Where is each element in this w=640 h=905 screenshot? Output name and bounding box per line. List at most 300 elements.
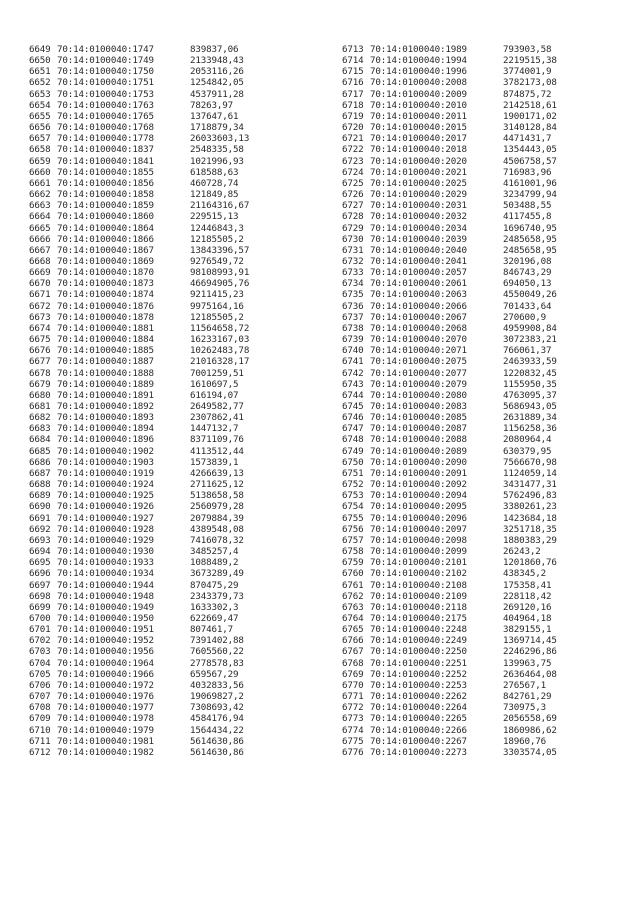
table-row [29, 490, 300, 501]
cadastral-value: 3140128,84 [503, 122, 557, 134]
row-number: 6662 [29, 189, 51, 201]
table-row [29, 390, 300, 401]
row-number: 6741 [342, 356, 364, 368]
cadastral-number: 70:14:0100040:1950 [57, 612, 154, 624]
cadastral-value: 5686943,05 [503, 401, 557, 412]
cadastral-number: 70:14:0100040:1884 [57, 334, 154, 346]
table-row [342, 55, 613, 66]
cadastral-value: 1220832,45 [503, 367, 557, 379]
cadastral-number: 70:14:0100040:2080 [370, 389, 467, 401]
cadastral-number: 70:14:0100040:2249 [370, 635, 467, 647]
cadastral-number: 70:14:0100040:2265 [370, 713, 467, 725]
row-number: 6776 [342, 746, 364, 758]
row-number: 6729 [342, 222, 364, 234]
cadastral-number: 70:14:0100040:1887 [57, 356, 154, 368]
table-row [342, 546, 613, 557]
row-number: 6763 [342, 601, 364, 613]
table-row [342, 356, 613, 367]
table-row [29, 513, 300, 524]
cadastral-value: 1155950,35 [503, 378, 557, 390]
row-number: 6684 [29, 434, 51, 446]
table-row [342, 44, 613, 55]
cadastral-value: 2485658,95 [503, 233, 557, 245]
table-row [342, 747, 613, 758]
row-number: 6682 [29, 412, 51, 424]
cadastral-number: 70:14:0100040:2021 [370, 166, 467, 178]
cadastral-value: 438345,2 [503, 568, 547, 580]
row-number: 6718 [342, 99, 364, 111]
row-number: 6656 [29, 122, 51, 134]
cadastral-number: 70:14:0100040:1749 [57, 55, 154, 67]
table-row [29, 602, 300, 613]
table-row [29, 624, 300, 635]
cadastral-value: 19069827,2 [190, 691, 244, 703]
row-number: 6703 [29, 646, 51, 658]
row-number: 6736 [342, 300, 364, 312]
cadastral-number: 70:14:0100040:1925 [57, 490, 154, 502]
table-row [29, 167, 300, 178]
row-number: 6750 [342, 456, 364, 468]
cadastral-value: 1423684,18 [503, 512, 557, 524]
row-number: 6737 [342, 311, 364, 323]
cadastral-number: 70:14:0100040:2251 [370, 657, 467, 669]
table-row [29, 89, 300, 100]
table-row [29, 178, 300, 189]
cadastral-number: 70:14:0100040:2066 [370, 300, 467, 312]
cadastral-value: 276567,1 [503, 679, 547, 691]
table-row [29, 446, 300, 457]
row-number: 6675 [29, 334, 51, 346]
row-number: 6725 [342, 177, 364, 189]
cadastral-number: 70:14:0100040:2099 [370, 546, 467, 558]
cadastral-value: 1633302,3 [190, 601, 239, 613]
table-row [342, 524, 613, 535]
row-number: 6696 [29, 568, 51, 580]
row-number: 6688 [29, 479, 51, 491]
table-row [29, 66, 300, 77]
cadastral-number: 70:14:0100040:2108 [370, 579, 467, 591]
cadastral-number: 70:14:0100040:1927 [57, 512, 154, 524]
cadastral-number: 70:14:0100040:2262 [370, 691, 467, 703]
row-number: 6651 [29, 66, 51, 78]
row-number: 6713 [342, 44, 364, 55]
cadastral-number: 70:14:0100040:1919 [57, 467, 154, 479]
cadastral-number: 70:14:0100040:1972 [57, 679, 154, 691]
row-number: 6711 [29, 735, 51, 747]
table-row [342, 412, 613, 423]
cadastral-number: 70:14:0100040:2273 [370, 746, 467, 758]
row-number: 6649 [29, 44, 51, 55]
row-number: 6681 [29, 401, 51, 412]
row-number: 6719 [342, 110, 364, 122]
table-row [342, 535, 613, 546]
table-row [29, 412, 300, 423]
row-number: 6770 [342, 679, 364, 691]
row-number: 6683 [29, 423, 51, 435]
cadastral-value: 4537911,28 [190, 88, 244, 100]
cadastral-value: 3234799,94 [503, 189, 557, 201]
cadastral-number: 70:14:0100040:1837 [57, 144, 154, 156]
cadastral-number: 70:14:0100040:1751 [57, 77, 154, 89]
row-number: 6659 [29, 155, 51, 167]
table-row [342, 457, 613, 468]
table-row [29, 122, 300, 133]
row-number: 6716 [342, 77, 364, 89]
table-row [29, 223, 300, 234]
cadastral-value: 4584176,94 [190, 713, 244, 725]
cadastral-value: 2649582,77 [190, 401, 244, 412]
cadastral-number: 70:14:0100040:2070 [370, 334, 467, 346]
table-row [29, 156, 300, 167]
table-row [342, 278, 613, 289]
row-number: 6724 [342, 166, 364, 178]
row-number: 6764 [342, 612, 364, 624]
row-number: 6702 [29, 635, 51, 647]
table-row [342, 702, 613, 713]
row-number: 6661 [29, 177, 51, 189]
cadastral-value: 1354443,05 [503, 144, 557, 156]
table-row [29, 434, 300, 445]
cadastral-number: 70:14:0100040:1870 [57, 267, 154, 279]
row-number: 6707 [29, 691, 51, 703]
cadastral-value: 13843396,57 [190, 244, 250, 256]
row-number: 6690 [29, 501, 51, 513]
cadastral-value: 2079884,39 [190, 512, 244, 524]
row-number: 6760 [342, 568, 364, 580]
table-row [29, 725, 300, 736]
row-number: 6745 [342, 401, 364, 412]
table-row [29, 658, 300, 669]
cadastral-value: 9975164,16 [190, 300, 244, 312]
cadastral-value: 874875,72 [503, 88, 552, 100]
cadastral-number: 70:14:0100040:2032 [370, 211, 467, 223]
cadastral-number: 70:14:0100040:2031 [370, 200, 467, 212]
row-number: 6772 [342, 702, 364, 714]
row-number: 6734 [342, 278, 364, 290]
cadastral-number: 70:14:0100040:1867 [57, 244, 154, 256]
cadastral-number: 70:14:0100040:1966 [57, 668, 154, 680]
cadastral-value: 1900171,02 [503, 110, 557, 122]
row-number: 6666 [29, 233, 51, 245]
table-row [342, 501, 613, 512]
cadastral-number: 70:14:0100040:2094 [370, 490, 467, 502]
cadastral-number: 70:14:0100040:2068 [370, 322, 467, 334]
table-row [342, 345, 613, 356]
table-row [29, 133, 300, 144]
cadastral-value: 1021996,93 [190, 155, 244, 167]
cadastral-value: 1156258,36 [503, 423, 557, 435]
row-number: 6655 [29, 110, 51, 122]
cadastral-number: 70:14:0100040:1964 [57, 657, 154, 669]
table-row [342, 557, 613, 568]
cadastral-number: 70:14:0100040:2267 [370, 735, 467, 747]
row-number: 6678 [29, 367, 51, 379]
cadastral-value: 793903,58 [503, 44, 552, 55]
row-number: 6677 [29, 356, 51, 368]
cadastral-number: 70:14:0100040:1869 [57, 255, 154, 267]
cadastral-value: 229515,13 [190, 211, 239, 223]
table-row [342, 390, 613, 401]
row-number: 6747 [342, 423, 364, 435]
cadastral-value: 2219515,38 [503, 55, 557, 67]
table-row [29, 591, 300, 602]
cadastral-number: 70:14:0100040:2039 [370, 233, 467, 245]
cadastral-value: 46694905,76 [190, 278, 250, 290]
table-row [342, 591, 613, 602]
cadastral-number: 70:14:0100040:2266 [370, 724, 467, 736]
cadastral-value: 3251718,35 [503, 523, 557, 535]
cadastral-number: 70:14:0100040:2061 [370, 278, 467, 290]
table-row [29, 245, 300, 256]
row-number: 6705 [29, 668, 51, 680]
table-row [342, 490, 613, 501]
table-row [29, 211, 300, 222]
cadastral-number: 70:14:0100040:2252 [370, 668, 467, 680]
cadastral-number: 70:14:0100040:2017 [370, 133, 467, 145]
cadastral-number: 70:14:0100040:2088 [370, 434, 467, 446]
row-number: 6740 [342, 345, 364, 357]
table-row [29, 468, 300, 479]
cadastral-number: 70:14:0100040:1859 [57, 200, 154, 212]
row-number: 6766 [342, 635, 364, 647]
row-number: 6746 [342, 412, 364, 424]
table-row [29, 323, 300, 334]
cadastral-number: 70:14:0100040:2092 [370, 479, 467, 491]
cadastral-number: 70:14:0100040:1996 [370, 66, 467, 78]
cadastral-number: 70:14:0100040:2018 [370, 144, 467, 156]
cadastral-value: 839837,06 [190, 44, 239, 55]
row-number: 6695 [29, 557, 51, 569]
row-number: 6722 [342, 144, 364, 156]
cadastral-number: 70:14:0100040:2015 [370, 122, 467, 134]
cadastral-value: 121849,85 [190, 189, 239, 201]
table-row [29, 613, 300, 624]
table-row [342, 401, 613, 412]
cadastral-value: 1564434,22 [190, 724, 244, 736]
cadastral-number: 70:14:0100040:1956 [57, 646, 154, 658]
row-number: 6739 [342, 334, 364, 346]
cadastral-value: 3303574,05 [503, 746, 557, 758]
table-row [342, 379, 613, 390]
cadastral-value: 7566670,98 [503, 456, 557, 468]
cadastral-number: 70:14:0100040:2034 [370, 222, 467, 234]
row-number: 6767 [342, 646, 364, 658]
cadastral-number: 70:14:0100040:1874 [57, 289, 154, 301]
cadastral-value: 1447132,7 [190, 423, 239, 435]
cadastral-number: 70:14:0100040:1878 [57, 311, 154, 323]
table-row [29, 401, 300, 412]
cadastral-number: 70:14:0100040:1979 [57, 724, 154, 736]
cadastral-value: 8371109,76 [190, 434, 244, 446]
table-row [29, 256, 300, 267]
cadastral-value: 26033603,13 [190, 133, 250, 145]
cadastral-value: 4550049,26 [503, 289, 557, 301]
row-number: 6693 [29, 534, 51, 546]
table-row [342, 77, 613, 88]
table-row [342, 234, 613, 245]
row-number: 6758 [342, 546, 364, 558]
cadastral-value: 10262483,78 [190, 345, 250, 357]
cadastral-value: 5138658,58 [190, 490, 244, 502]
cadastral-number: 70:14:0100040:2071 [370, 345, 467, 357]
cadastral-value: 630379,95 [503, 445, 552, 457]
cadastral-value: 11564658,72 [190, 322, 250, 334]
cadastral-value: 2485658,95 [503, 244, 557, 256]
table-row [29, 580, 300, 591]
row-number: 6672 [29, 300, 51, 312]
cadastral-number: 70:14:0100040:2008 [370, 77, 467, 89]
cadastral-value: 5762496,83 [503, 490, 557, 502]
row-number: 6663 [29, 200, 51, 212]
cadastral-number: 70:14:0100040:2083 [370, 401, 467, 412]
cadastral-number: 70:14:0100040:2096 [370, 512, 467, 524]
cadastral-number: 70:14:0100040:1747 [57, 44, 154, 55]
cadastral-value: 5614630,86 [190, 746, 244, 758]
row-number: 6708 [29, 702, 51, 714]
cadastral-number: 70:14:0100040:2253 [370, 679, 467, 691]
cadastral-number: 70:14:0100040:1978 [57, 713, 154, 725]
cadastral-value: 4032833,56 [190, 679, 244, 691]
cadastral-number: 70:14:0100040:1885 [57, 345, 154, 357]
table-row [29, 200, 300, 211]
cadastral-number: 70:14:0100040:2075 [370, 356, 467, 368]
table-row [342, 479, 613, 490]
cadastral-value: 270600,9 [503, 311, 547, 323]
table-row [342, 156, 613, 167]
table-row [29, 546, 300, 557]
cadastral-value: 1610697,5 [190, 378, 239, 390]
row-number: 6712 [29, 746, 51, 758]
cadastral-number: 70:14:0100040:1981 [57, 735, 154, 747]
table-row [29, 691, 300, 702]
table-row [342, 301, 613, 312]
table-row [29, 267, 300, 278]
table-row [342, 568, 613, 579]
cadastral-number: 70:14:0100040:1765 [57, 110, 154, 122]
table-row [342, 602, 613, 613]
row-number: 6733 [342, 267, 364, 279]
cadastral-number: 70:14:0100040:1952 [57, 635, 154, 647]
cadastral-number: 70:14:0100040:2077 [370, 367, 467, 379]
cadastral-number: 70:14:0100040:2063 [370, 289, 467, 301]
cadastral-number: 70:14:0100040:1856 [57, 177, 154, 189]
row-number: 6715 [342, 66, 364, 78]
cadastral-value: 7001259,51 [190, 367, 244, 379]
table-row [29, 535, 300, 546]
table-row [342, 323, 613, 334]
cadastral-value: 5614630,86 [190, 735, 244, 747]
cadastral-value: 1880383,29 [503, 534, 557, 546]
table-row [29, 646, 300, 657]
table-row [29, 501, 300, 512]
cadastral-value: 18960,76 [503, 735, 547, 747]
row-number: 6717 [342, 88, 364, 100]
table-row [29, 345, 300, 356]
row-number: 6668 [29, 255, 51, 267]
cadastral-value: 139963,75 [503, 657, 552, 669]
cadastral-value: 4161001,96 [503, 177, 557, 189]
row-number: 6753 [342, 490, 364, 502]
cadastral-value: 730975,3 [503, 702, 547, 714]
cadastral-value: 3774001,9 [503, 66, 552, 78]
cadastral-value: 4471431,7 [503, 133, 552, 145]
row-number: 6665 [29, 222, 51, 234]
cadastral-number: 70:14:0100040:1855 [57, 166, 154, 178]
row-number: 6685 [29, 445, 51, 457]
row-number: 6694 [29, 546, 51, 558]
cadastral-value: 78263,97 [190, 99, 234, 111]
row-number: 6714 [342, 55, 364, 67]
cadastral-number: 70:14:0100040:2098 [370, 534, 467, 546]
cadastral-value: 4959908,84 [503, 322, 557, 334]
row-number: 6773 [342, 713, 364, 725]
row-number: 6709 [29, 713, 51, 725]
row-number: 6771 [342, 691, 364, 703]
cadastral-value: 842761,29 [503, 691, 552, 703]
cadastral-number: 70:14:0100040:1902 [57, 445, 154, 457]
cadastral-number: 70:14:0100040:1994 [370, 55, 467, 67]
cadastral-value: 1201860,76 [503, 557, 557, 569]
cadastral-value: 2246296,86 [503, 646, 557, 658]
table-row [29, 368, 300, 379]
table-row [29, 713, 300, 724]
cadastral-value: 1254842,05 [190, 77, 244, 89]
cadastral-value: 1088489,2 [190, 557, 239, 569]
table-row [342, 144, 613, 155]
cadastral-value: 2080964,4 [503, 434, 552, 446]
cadastral-value: 1860986,62 [503, 724, 557, 736]
row-number: 6673 [29, 311, 51, 323]
cadastral-number: 70:14:0100040:2010 [370, 99, 467, 111]
cadastral-value: 2307862,41 [190, 412, 244, 424]
cadastral-number: 70:14:0100040:1881 [57, 322, 154, 334]
cadastral-number: 70:14:0100040:2248 [370, 624, 467, 636]
row-number: 6686 [29, 456, 51, 468]
cadastral-number: 70:14:0100040:1977 [57, 702, 154, 714]
cadastral-number: 70:14:0100040:1926 [57, 501, 154, 513]
cadastral-value: 701433,64 [503, 300, 552, 312]
cadastral-number: 70:14:0100040:1750 [57, 66, 154, 78]
cadastral-value: 1573839,1 [190, 456, 239, 468]
table-row [342, 580, 613, 591]
row-number: 6761 [342, 579, 364, 591]
table-row [29, 301, 300, 312]
cadastral-number: 70:14:0100040:1768 [57, 122, 154, 134]
cadastral-number: 70:14:0100040:2040 [370, 244, 467, 256]
row-number: 6691 [29, 512, 51, 524]
table-row [29, 111, 300, 122]
cadastral-number: 70:14:0100040:1903 [57, 456, 154, 468]
cadastral-value: 3431477,31 [503, 479, 557, 491]
row-number: 6674 [29, 322, 51, 334]
row-number: 6732 [342, 255, 364, 267]
row-number: 6689 [29, 490, 51, 502]
row-number: 6730 [342, 233, 364, 245]
cadastral-value: 616194,07 [190, 389, 239, 401]
table-row [342, 613, 613, 624]
row-number: 6735 [342, 289, 364, 301]
table-row [342, 513, 613, 524]
cadastral-value: 3829155,1 [503, 624, 552, 636]
cadastral-value: 503488,55 [503, 200, 552, 212]
cadastral-number: 70:14:0100040:1989 [370, 44, 467, 55]
cadastral-value: 618588,63 [190, 166, 239, 178]
cadastral-value: 2133948,43 [190, 55, 244, 67]
row-number: 6756 [342, 523, 364, 535]
row-number: 6731 [342, 244, 364, 256]
cadastral-number: 70:14:0100040:2020 [370, 155, 467, 167]
right-column [342, 44, 613, 758]
